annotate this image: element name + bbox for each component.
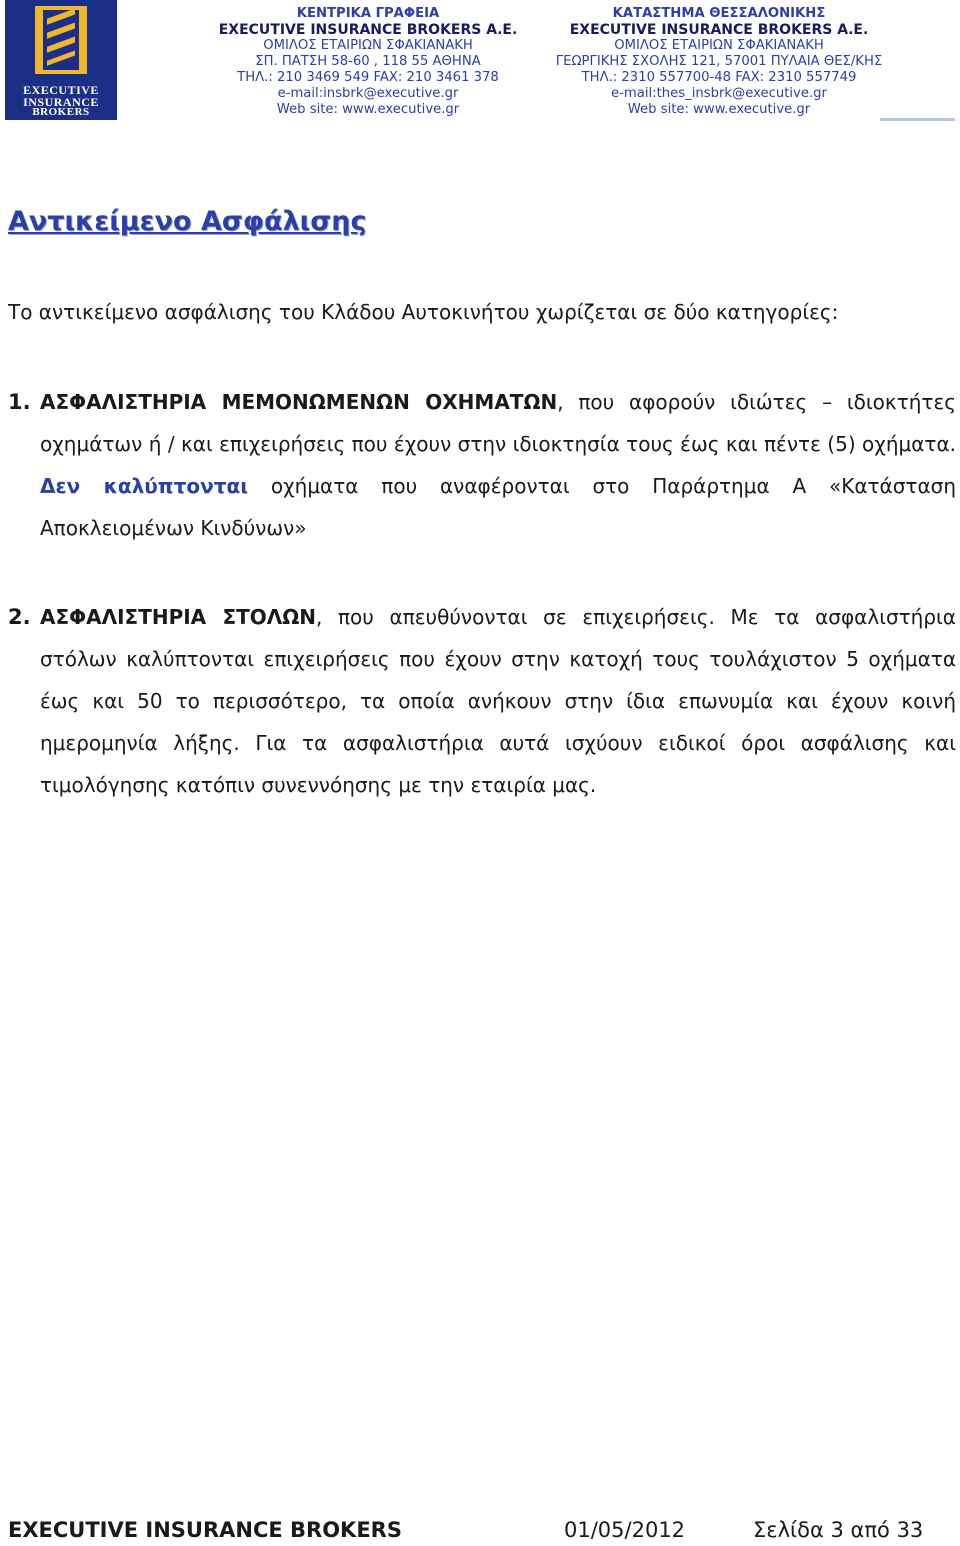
item1-text-a: , που αφορούν ιδιώτες – ιδιοκτήτες οχημάτων ή / και επιχειρήσεις που έχουν στην ιδιοκτησία τους έως και πέντε (5) οχήματα. [40, 390, 957, 456]
item2-text: , που απευθύνονται σε επιχειρήσεις. Με τα ασφαλιστήρια στόλων καλύπτονται επιχειρήσεις που έχουν στην κατοχή τους τουλάχιστον 5 οχήματα έως και 50 το περισσότερο, τα οποία ανήκουν στην ίδια επωνυμία και έχουν κοινή ημερομηνία λήξης. Για τα ασφαλιστήρια αυτά ισχύουν ειδικοί όροι ασφάλισης και τιμολόγησης κατόπιν συνεννόησης με την εταιρία μας. [40, 605, 956, 797]
section-heading: Αντικείμενο Ασφάλισης [8, 206, 367, 237]
header-headquarters [212, 6, 524, 118]
list-item-individual-vehicles [8, 381, 957, 549]
item1-bold-title: ΑΣΦΑΛΙΣΤΗΡΙΑ ΜΕΜΟΝΩΜΕΝΩΝ ΟΧΗΜΑΤΩΝ [40, 390, 558, 414]
footer-page-number: Σελίδα 3 από 33 [753, 1518, 924, 1542]
intro-paragraph: Το αντικείμενο ασφάλισης του Κλάδου Αυτοκινήτου χωρίζεται σε δύο κατηγορίες: [8, 300, 839, 324]
header-divider [880, 118, 955, 121]
logo-text-line2: INSURANCE [23, 95, 99, 109]
branch-address: ΓΕΩΡΓΙΚΗΣ ΣΧΟΛΗΣ 121, 57001 ΠΥΛΑΙΑ ΘΕΣ/ΚΗΣ [555, 54, 883, 69]
hq-phone: ΤΗΛ.: 210 3469 549 FAX: 210 3461 378 [237, 70, 499, 85]
branch-email: e-mail:thes_insbrk@executive.gr [611, 86, 827, 101]
logo-text-line3: BROKERS [32, 106, 90, 118]
branch-group: ΟΜΙΛΟΣ ΕΤΑΙΡΙΩΝ ΣΦΑΚΙΑΝΑΚΗ [614, 38, 824, 53]
hq-group: ΟΜΙΛΟΣ ΕΤΑΙΡΙΩΝ ΣΦΑΚΙΑΝΑΚΗ [263, 38, 473, 53]
hq-company: EXECUTIVE INSURANCE BROKERS Α.Ε. [218, 22, 518, 38]
hq-address: ΣΠ. ΠΑΤΣΗ 58-60 , 118 55 ΑΘΗΝΑ [255, 54, 481, 69]
logo-text-line1: EXECUTIVE [23, 83, 99, 97]
item2-bold-title: ΑΣΦΑΛΙΣΤΗΡΙΑ ΣΤΟΛΩΝ [40, 605, 316, 629]
branch-phone: ΤΗΛ.: 2310 557700-48 FAX: 2310 557749 [581, 70, 857, 85]
hq-web: Web site: www.executive.gr [276, 102, 460, 117]
item1-exclusion-bold: Δεν καλύπτονται [40, 474, 249, 498]
hq-title: ΚΕΝΤΡΙΚΑ ΓΡΑΦΕΙΑ [296, 6, 440, 21]
header-thessaloniki-branch [552, 6, 886, 118]
branch-company: EXECUTIVE INSURANCE BROKERS Α.Ε. [569, 22, 869, 38]
footer-date: 01/05/2012 [564, 1518, 686, 1542]
footer-company: EXECUTIVE INSURANCE BROKERS [8, 1518, 402, 1542]
hq-email: e-mail:insbrk@executive.gr [277, 86, 459, 101]
list-item-number: 1. [8, 390, 31, 414]
list-item-fleet-policies [8, 596, 956, 806]
branch-web: Web site: www.executive.gr [627, 102, 811, 117]
branch-title: ΚΑΤΑΣΤΗΜΑ ΘΕΣΣΑΛΟΝΙΚΗΣ [612, 6, 826, 21]
company-logo [5, 0, 117, 120]
logo-emblem-icon [5, 0, 117, 80]
item1-text-b: οχήματα που αναφέρονται στο Παράρτημα Α «Κατάσταση Αποκλειομένων Κινδύνων» [40, 474, 956, 540]
list-item-number: 2. [8, 605, 31, 629]
